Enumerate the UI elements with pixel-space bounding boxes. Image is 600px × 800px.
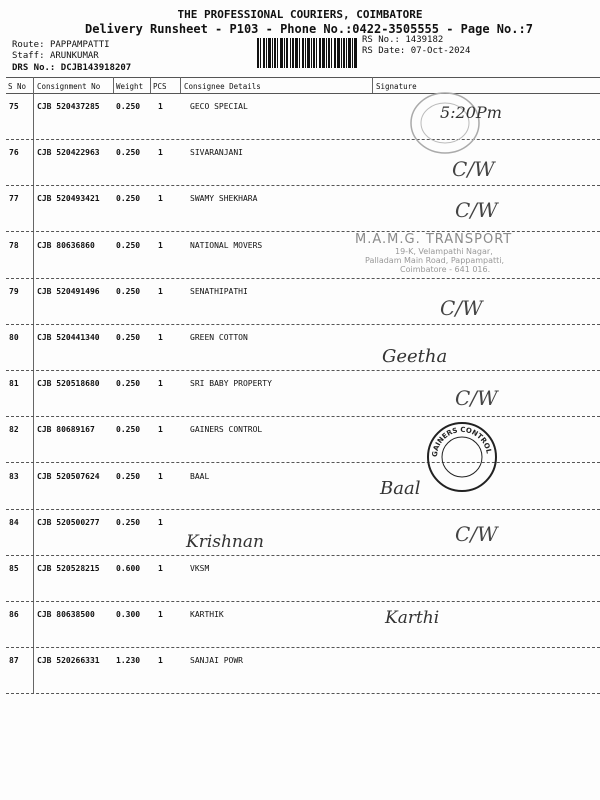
- cell-consignment: CJB 520422963: [37, 148, 100, 158]
- signature-row-77: C/W: [455, 198, 498, 222]
- row-divider: [6, 601, 600, 602]
- staff-line: [12, 51, 99, 61]
- cell-pcs: 1: [158, 194, 163, 204]
- row-divider: [6, 185, 600, 186]
- col-divider: [113, 77, 114, 93]
- cell-weight: 0.300: [116, 610, 141, 620]
- cell-consignee: NATIONAL MOVERS: [190, 240, 263, 250]
- cell-pcs: 1: [158, 610, 163, 620]
- route-value: PAPPAMPATTI: [49, 40, 110, 50]
- table-top-rule: [6, 77, 600, 78]
- cell-pcs: 1: [158, 471, 163, 481]
- cell-consignee: SRI BABY PROPERTY: [190, 379, 272, 389]
- cell-sno: 84: [9, 517, 19, 527]
- col-sno: S No: [8, 82, 27, 91]
- rs-date-line: [362, 46, 470, 56]
- runsheet-title: Delivery Runsheet - P103 - Phone No.:0422-3505555 - Page No.:7: [85, 22, 533, 36]
- stamp-address-2: Palladam Main Road, Pappampatti,: [365, 256, 505, 265]
- cell-sno: 81: [9, 379, 19, 389]
- cell-consignment: CJB 80689167: [37, 425, 95, 435]
- cell-weight: 0.250: [116, 286, 141, 296]
- cell-consignment: CJB 80636860: [37, 240, 95, 250]
- cell-weight: 0.250: [116, 148, 141, 158]
- col-weight: Weight: [116, 82, 144, 91]
- cell-sno: 78: [9, 240, 19, 250]
- cell-sno: 76: [9, 148, 19, 158]
- signature-row-79: C/W: [440, 296, 483, 320]
- stamp-address-1: 19-K, Velampathi Nagar,: [395, 247, 493, 256]
- cell-consignee: KARTHIK: [190, 610, 224, 620]
- cell-weight: 1.230: [116, 656, 141, 666]
- col-signature: Signature: [376, 82, 417, 91]
- col-pcs: PCS: [153, 82, 167, 91]
- stamp-address-3: Coimbatore - 641 016.: [400, 265, 491, 274]
- cell-weight: 0.250: [116, 102, 141, 111]
- cell-pcs: 1: [158, 517, 163, 527]
- cell-sno: 77: [9, 194, 19, 204]
- cell-pcs: 1: [158, 240, 163, 250]
- row-divider: [6, 462, 600, 463]
- row-divider: [6, 370, 600, 371]
- cell-sno: 80: [9, 333, 19, 342]
- stamp-company: M.A.M.G. TRANSPORT: [355, 232, 513, 247]
- cell-sno: 82: [9, 425, 19, 435]
- cell-consignment: CJB 80638500: [37, 610, 95, 620]
- rs-no-value: 1439182: [405, 35, 444, 45]
- row-divider: [6, 693, 600, 694]
- row-divider: [6, 555, 600, 556]
- cell-weight: 0.250: [116, 517, 141, 527]
- cell-sno: 79: [9, 286, 19, 296]
- cell-consignment: CJB 520507624: [37, 471, 100, 481]
- cell-consignment: CJB 520266331: [37, 656, 100, 666]
- signature-row-86: Karthi: [385, 608, 440, 628]
- cell-consignee: SWAMY SHEKHARA: [190, 194, 258, 204]
- cell-weight: 0.250: [116, 379, 141, 389]
- cell-pcs: 1: [158, 564, 163, 573]
- row-divider: [6, 139, 600, 140]
- cell-consignee: VKSM: [190, 564, 210, 573]
- rs-no-label: RS No.:: [362, 35, 400, 45]
- cell-consignment: CJB 520491496: [37, 286, 100, 296]
- drs-value: DCJB143918207: [60, 63, 132, 73]
- cell-consignee: GECO SPECIAL: [190, 102, 248, 111]
- cell-sno: 85: [9, 564, 19, 573]
- signature-row-81: C/W: [455, 386, 498, 410]
- signature-row-75: 5:20Pm: [440, 103, 502, 122]
- cell-consignment: CJB 520528215: [37, 564, 100, 573]
- cell-weight: 0.250: [116, 240, 141, 250]
- staff-label: Staff:: [12, 51, 45, 61]
- signature-row-76: C/W: [452, 157, 495, 181]
- cell-sno: 83: [9, 471, 19, 481]
- col-divider: [372, 77, 373, 93]
- svg-text:GAINERS CONTROL: GAINERS CONTROL: [430, 425, 493, 458]
- cell-consignee: SANJAI POWR: [190, 656, 243, 666]
- rs-date-label: RS Date:: [362, 46, 406, 56]
- drs-line: [12, 63, 131, 73]
- cell-consignee: SENATHIPATHI: [190, 286, 248, 296]
- cell-weight: 0.250: [116, 333, 141, 342]
- company-title: THE PROFESSIONAL COURIERS, COIMBATORE: [177, 8, 423, 21]
- mamg-stamp: [355, 232, 555, 274]
- row-divider: [6, 278, 600, 279]
- cell-pcs: 1: [158, 333, 163, 342]
- header-bottom-rule: [6, 93, 600, 94]
- cell-consignment: CJB 520493421: [37, 194, 100, 204]
- col-consignment: Consignment No: [37, 82, 101, 91]
- barcode: [257, 38, 357, 68]
- cell-weight: 0.600: [116, 564, 141, 573]
- col-divider: [150, 77, 151, 93]
- cell-consignee: SIVARANJANI: [190, 148, 243, 158]
- signature-row-83: Baal: [380, 478, 421, 499]
- cell-sno: 75: [9, 102, 19, 111]
- cell-pcs: 1: [158, 656, 163, 666]
- signature-row-84-cw: C/W: [455, 522, 498, 546]
- cell-pcs: 1: [158, 148, 163, 158]
- cell-pcs: 1: [158, 379, 163, 389]
- gainers-round-stamp: [425, 420, 500, 495]
- row-divider: [6, 509, 600, 510]
- cell-weight: 0.250: [116, 425, 141, 435]
- cell-consignee: GREEN COTTON: [190, 333, 248, 342]
- signature-row-84: Krishnan: [186, 532, 264, 552]
- row-divider: [6, 416, 600, 417]
- cell-sno: 86: [9, 610, 19, 620]
- col-divider: [180, 77, 181, 93]
- cell-consignment: CJB 520518680: [37, 379, 100, 389]
- signature-row-80: Geetha: [382, 346, 448, 367]
- cell-sno: 87: [9, 656, 19, 666]
- cell-pcs: 1: [158, 286, 163, 296]
- cell-weight: 0.250: [116, 471, 141, 481]
- faint-round-stamp: [405, 88, 485, 158]
- cell-weight: 0.250: [116, 194, 141, 204]
- route-label: Route:: [12, 40, 45, 50]
- row-divider: [6, 647, 600, 648]
- col-consignee: Consignee Details: [184, 82, 261, 91]
- row-divider: [6, 324, 600, 325]
- cell-consignment: CJB 520441340: [37, 333, 100, 342]
- cell-pcs: 1: [158, 425, 163, 435]
- drs-label: DRS No.:: [12, 63, 56, 73]
- cell-pcs: 1: [158, 102, 163, 111]
- rs-date-value: 07-Oct-2024: [410, 46, 471, 56]
- cell-consignment: CJB 520437285: [37, 102, 100, 111]
- staff-value: ARUNKUMAR: [49, 51, 99, 61]
- cell-consignee: BAAL: [190, 471, 210, 481]
- cell-consignment: CJB 520500277: [37, 517, 100, 527]
- cell-consignee: GAINERS CONTROL: [190, 425, 263, 435]
- route-line: [12, 40, 110, 50]
- rs-no-line: [362, 35, 443, 45]
